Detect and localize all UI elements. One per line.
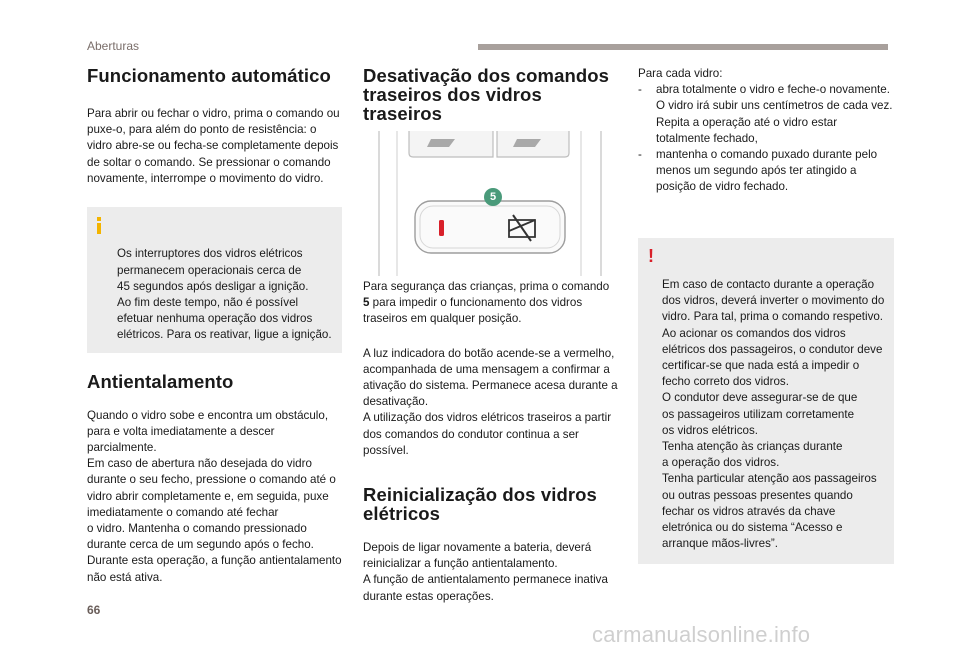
heading-automatic-operation: Funcionamento automático [87,65,331,86]
callout-5-badge: 5 [484,188,502,206]
column-right [638,66,894,564]
watermark: carmanualsonline.info [592,622,811,647]
list-item-text: abra totalmente o vidro e feche-o novamente. O vidro irá subir uns centímetros de cada vez. Repita a operação até o vidro estar totalmente fechado, [656,83,893,145]
list-item-open-close: - abra totalmente o vidro e feche-o novamente. O vidro irá subir uns centímetros de cada vez. Repita a operação até o vidro estar totalmente fechado, [638,83,893,145]
column-left [87,66,342,586]
section-header: Aberturas [87,39,140,53]
warning-box-contact [638,238,894,565]
rear-window-switch-illustration [369,131,609,276]
paragraph-indicator-light: A luz indicadora do botão acende-se a vermelho, acompanhada de uma mensagem a confirmar a ativação do sistema. Permanece acesa durante a desativação. A utilização dos vidros elétricos traseiros a partir dos comandos do condutor continua a ser possível. [363,346,618,457]
list-item-hold-control: - mantenha o comando puxado durante pelo menos um segundo após ter atingido a posição de vidro fechado. [638,148,878,194]
paragraph-per-window: Para cada vidro: [638,67,723,80]
warning-text: Em caso de contacto durante a operação dos vidros, deverá inverter o movimento do vidro. Para tal, prima o comando respetivo. Ao acionar os comandos dos vidros elétricos dos passageiros, o condutor deve certificar-se que nada está a impedir o fecho correto dos vidros. O condutor deve assegurar-se de que os passageiros utilizam corretamente os vidros elétricos. Tenha atenção às crianças durante a operação dos vidros. Tenha particular atenção aos passageiros ou outras pessoas presentes quando fechar os vidros através da chave eletrónica ou do sistema “Acesso e arranque mãos-livres”. [662,278,885,551]
warning-icon: ! [648,245,654,266]
info-text: Os interruptores dos vidros elétricos permanecem operacionais cerca de 45 segundos após desligar a ignição. Ao fim deste tempo, não é possível efetuar nenhuma operação dos vidros elétricos. Para os reativar, ligue a ignição. [117,247,332,342]
info-icon [97,217,101,234]
heading-rear-controls-deactivation: Desativação dos comandos traseiros dos vidros traseiros [363,65,610,124]
column-middle [363,66,618,605]
child-safety-text-a: Para segurança das crianças, prima o comando [363,280,610,293]
child-safety-text-b: para impedir o funcionamento dos vidros traseiros em qualquer posição. [363,296,583,326]
heading-anti-pinch: Antientalamento [87,370,234,392]
child-safety-callout-ref: 5 [363,296,370,310]
paragraph-reinitialization: Depois de ligar novamente a bateria, deverá reinicializar a função antientalamento. A função de antientalamento permanece inativa durante estas operações. [363,541,608,603]
info-box-switches [87,207,342,353]
list-item-text: mantenha o comando puxado durante pelo menos um segundo após ter atingido a posição de vidro fechado. [656,148,878,194]
header-rule [478,44,888,50]
heading-reinitialization: Reinicialização dos vidros elétricos [363,484,597,525]
paragraph-automatic-operation: Para abrir ou fechar o vidro, prima o comando ou puxe-o, para além do ponto de resistência: o vidro abre-se ou fecha-se completamente depois de soltar o comando. Se pressionar o comando novamente, interrompe o movimento do vidro. [87,107,340,185]
paragraph-anti-pinch: Quando o vidro sobe e encontra um obstáculo, para e volta imediatamente a descer parcialmente. Em caso de abertura não desejada do vidro durante o seu fecho, pressione o comando até o vidro abrir completamente e, em seguida, puxe imediatamente o comando até fechar o vidro. Mantenha o comando pressionado durante cerca de um segundo após o fecho. Durante esta operação, a função antientalamento não está ativa. [87,408,342,584]
paragraph-child-safety [363,279,618,328]
page-number: 66 [87,603,101,617]
